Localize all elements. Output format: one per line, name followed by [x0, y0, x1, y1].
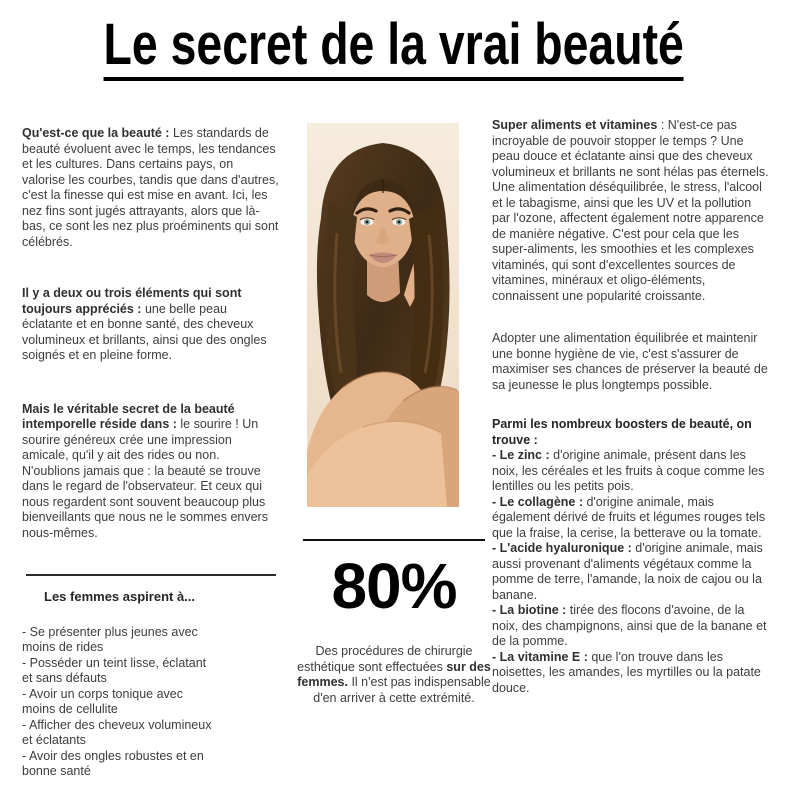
horizontal-rule-center — [303, 539, 485, 541]
title-bar — [0, 12, 788, 81]
list-item: - Posséder un teint lisse, éclatant et sans défauts — [22, 655, 207, 685]
list-item: - Avoir des ongles robustes et en bonne santé — [22, 748, 204, 778]
left-column — [22, 126, 279, 780]
paragraph-lead: Mais le véritable secret de la beauté intemporelle réside dans : — [22, 401, 235, 431]
caption-bold-text: sur des femmes. — [297, 659, 491, 689]
portrait-photo — [307, 123, 459, 507]
item-lead: - Le collagène : — [492, 494, 583, 509]
list-item: - Afficher des cheveux volumineux et éclatants — [22, 717, 212, 747]
aspirations-list — [22, 625, 217, 780]
item-text: que l'on trouve dans les noisettes, les amandes, les myrtilles ou la patate douce. — [492, 649, 761, 695]
statistic-value: 80% — [331, 550, 457, 622]
paragraph-lead: Il y a deux ou trois éléments qui sont toujours appréciés : — [22, 286, 242, 316]
paragraph-appreciated-elements — [22, 286, 279, 364]
paragraph-super-foods — [492, 118, 770, 304]
list-item-biotin — [492, 603, 770, 650]
item-text: d'origine animale, mais aussi provenant d'aliments végétaux comme la pomme de terre, l'amande, la noix de cajou ou la banane. — [492, 541, 763, 602]
paragraph-balanced-diet — [492, 331, 770, 393]
paragraph-what-is-beauty — [22, 126, 279, 250]
list-item-collagen — [492, 495, 770, 542]
page-title: Le secret de la vrai beauté — [104, 16, 684, 81]
list-item-hyaluronic-acid — [492, 541, 770, 603]
paragraph-lead: Super aliments et vitamines — [492, 118, 658, 132]
list-item: - Se présenter plus jeunes avec moins de rides — [22, 624, 198, 654]
item-lead: - Le zinc : — [492, 448, 550, 462]
boosters-heading: Parmi les nombreux boosters de beauté, on trouve : — [492, 417, 752, 447]
paragraph-true-secret — [22, 402, 279, 542]
paragraph-text: Adopter une alimentation équilibrée et maintenir une bonne hygiène de vie, c'est s'assurer de maximiser ses chances de préserver la beauté de sa jeunesse le plus longtemps possible. — [492, 331, 768, 392]
paragraph-text: Les standards de beauté évoluent avec le temps, les tendances et les cultures. Dans certains pays, on valorise les courbes, tandis que dans d'autres, c'est la finesse qui est mise en avant. Ici, les nez fins sont jugés attrayants, alors que là-bas, ce sont les nez plus proéminents qui sont célébrés. — [22, 126, 279, 249]
list-item-zinc — [492, 448, 770, 495]
paragraph-text: une belle peau éclatante et en bonne santé, des cheveux volumineux et brillants, ainsi que des ongles soignés et en pleine forme. — [22, 301, 267, 362]
item-lead: - La vitamine E : — [492, 649, 588, 664]
item-text: d'origine animale, mais également dérivé de fruits et légumes rouges tels que la fraise, la cerise, la betterave ou la tomate. — [492, 494, 766, 540]
paragraph-lead: Qu'est-ce que la beauté : — [22, 126, 170, 140]
right-column — [492, 118, 770, 696]
list-item: - Avoir un corps tonique avec moins de cellulite — [22, 686, 183, 716]
paragraph-text: le sourire ! Un sourire généreux crée une impression amicale, qu'il y ait des rides ou non. N'oublions jamais que : la beauté se trouve dans le regard de l'observateur. Et ceux qui nous regardent sont souvent beaucoup plus bienveillants que nous ne le sommes envers nous-mêmes. — [22, 417, 268, 540]
item-lead: - La biotine : — [492, 603, 567, 617]
horizontal-rule-left — [26, 574, 276, 576]
caption-text: Des procédures de chirurgie esthétique sont effectuées — [297, 644, 473, 674]
statistic-caption — [296, 644, 492, 706]
item-text: d'origine animale, présent dans les noix, les céréales et les fruits à coque comme les lentilles ou les petits pois. — [492, 448, 765, 493]
list-item-vitamin-e — [492, 650, 770, 697]
item-text: tirée des flocons d'avoine, de la noix, des champignons, ainsi que de la banane et de la pomme. — [492, 603, 767, 648]
caption-text: Il n'est pas indispensable d'en arriver à cette extrémité. — [313, 675, 491, 705]
item-lead: - L'acide hyaluronique : — [492, 541, 632, 555]
woman-portrait-illustration — [307, 123, 459, 507]
paragraph-text: : N'est-ce pas incroyable de pouvoir stopper le temps ? Une peau douce et éclatante ainsi que des cheveux volumineux et brillants ne sont hélas pas éternels. Une alimentation déséquilibrée, le stress, l'alcool et le tabagisme, ainsi que les UV et la pollution par l'ozone, affectent également notre apparence de manière négative. C'est pour cela que les super-aliments, les smoothies et les complexes vitaminés, qui sont d'excellentes sources de vitamines, minéraux et oligo-éléments, connaissent une popularité croissante. — [492, 118, 769, 303]
aspirations-heading: Les femmes aspirent à... — [44, 589, 196, 604]
